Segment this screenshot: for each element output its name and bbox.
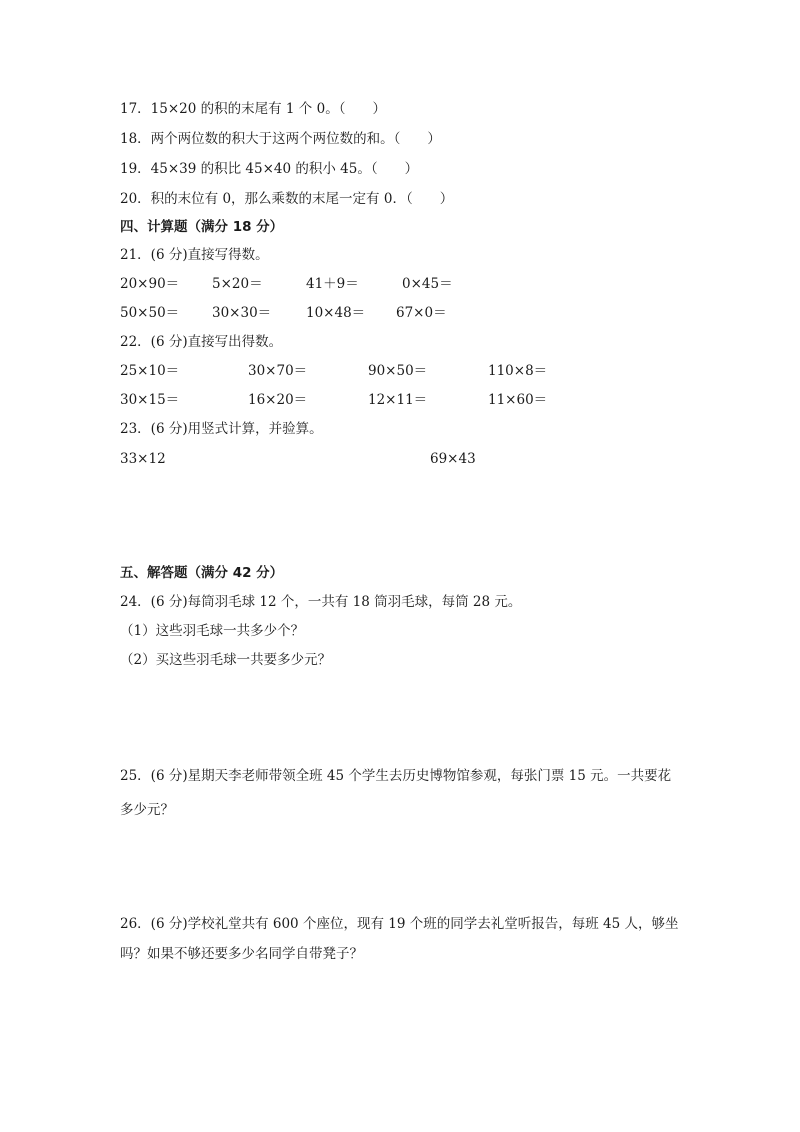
calc-item: 5×20＝: [212, 276, 263, 292]
vertical-calc-item: 33×12: [120, 451, 166, 467]
section-4-heading: 四、计算题（满分 18 分）: [120, 219, 284, 235]
calc-item: 50×50＝: [120, 305, 180, 321]
question-25-line-2: 多少元？: [120, 802, 174, 818]
calc-item: 16×20＝: [248, 392, 308, 408]
calc-item: 41＋9＝: [306, 276, 359, 292]
question-24-part-2: （2）买这些羽毛球一共要多少元？: [120, 652, 332, 668]
calc-item: 11×60＝: [488, 392, 548, 408]
calc-item: 12×11＝: [368, 392, 428, 408]
question-24: 24．(6 分)每筒羽毛球 12 个，一共有 18 筒羽毛球，每筒 28 元。: [120, 594, 522, 610]
calc-item: 10×48＝: [306, 305, 366, 321]
question-25-line-1: 25．(6 分)星期天李老师带领全班 45 个学生去历史博物馆参观，每张门票 15 元。一共要花: [120, 768, 672, 784]
calc-item: 25×10＝: [120, 363, 180, 379]
calc-item: 67×0＝: [396, 305, 447, 321]
calc-item: 30×30＝: [212, 305, 272, 321]
vertical-calc-item: 69×43: [430, 451, 476, 467]
question-23-label: 23．(6 分)用竖式计算，并验算。: [120, 421, 323, 437]
question-20: 20．积的末位有 0，那么乘数的末尾一定有 0．（ ）: [120, 191, 454, 207]
question-26-line-1: 26．(6 分)学校礼堂共有 600 个座位，现有 19 个班的同学去礼堂听报告，每班 45 人，够坐: [120, 916, 679, 932]
question-19: 19．45×39 的积比 45×40 的积小 45。（ ）: [120, 161, 419, 177]
question-21-label: 21．(6 分)直接写得数。: [120, 247, 269, 263]
calc-item: 110×8＝: [488, 363, 548, 379]
calc-item: 20×90＝: [120, 276, 180, 292]
calc-item: 30×70＝: [248, 363, 308, 379]
question-22-label: 22．(6 分)直接写出得数。: [120, 334, 283, 350]
section-5-heading: 五、解答题（满分 42 分）: [120, 565, 284, 581]
calc-item: 30×15＝: [120, 392, 180, 408]
calc-item: 90×50＝: [368, 363, 428, 379]
question-26-line-2: 吗？如果不够还要多少名同学自带凳子？: [120, 946, 363, 962]
question-24-part-1: （1）这些羽毛球一共多少个？: [120, 623, 305, 639]
calc-item: 0×45＝: [402, 276, 453, 292]
question-18: 18．两个两位数的积大于这两个两位数的和。（ ）: [120, 131, 441, 147]
question-17: 17．15×20 的积的末尾有 1 个 0。（ ）: [120, 101, 386, 117]
